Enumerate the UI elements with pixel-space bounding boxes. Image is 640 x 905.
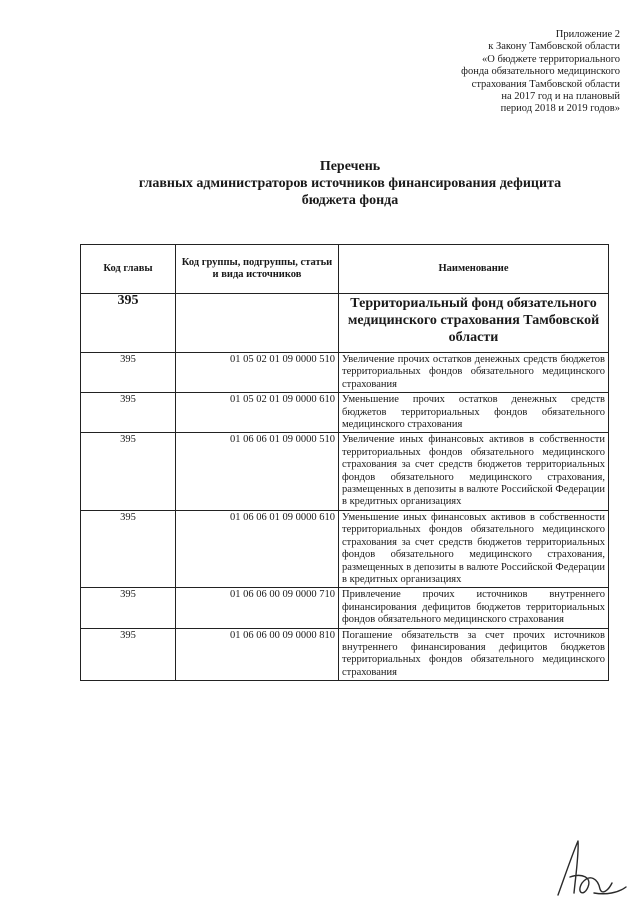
row-code: 395 xyxy=(81,588,176,628)
administrators-table xyxy=(80,244,609,681)
row-name: Погашение обязательств за счет прочих источников внутреннего финансирования дефицитов бюджетов территориальных фондов обязательного медицинского страхования xyxy=(339,628,609,681)
table-row xyxy=(81,353,609,393)
header-name: Наименование xyxy=(339,245,609,294)
table-header-row xyxy=(81,245,609,294)
table-row xyxy=(81,393,609,433)
table-row xyxy=(81,628,609,681)
row-name: Увеличение иных финансовых активов в собственности территориальных фондов обязательного медицинского страхования за счет средств бюджетов территориальных фондов обязательного медицинского страхования, размещенных в депозиты в валюте Российской Федерации в кредитных организациях xyxy=(339,433,609,510)
row-name: Уменьшение иных финансовых активов в собственности территориальных фондов обязательного медицинского страхования за счет средств бюджетов территориальных фондов обязательного медицинского страхования, размещенных в депозиты в валюте Российской Федерации в кредитных организациях xyxy=(339,510,609,587)
row-code: 395 xyxy=(81,393,176,433)
row-name: Привлечение прочих источников внутреннего финансирования дефицитов бюджетов территориальных фондов обязательного медицинского страхования xyxy=(339,588,609,628)
appendix-line: на 2017 год и на плановый xyxy=(501,91,620,103)
row-source-code: 01 06 06 01 09 0000 610 xyxy=(176,510,339,587)
table-row xyxy=(81,510,609,587)
row-code: 395 xyxy=(81,353,176,393)
title-line-3: бюджета фонда xyxy=(301,193,399,208)
row-code: 395 xyxy=(81,628,176,681)
title-line-1: Перечень xyxy=(319,159,381,174)
row-code: 395 xyxy=(81,510,176,587)
appendix-line: фонда обязательного медицинского xyxy=(461,66,620,78)
row-source-code: 01 05 02 01 09 0000 510 xyxy=(176,353,339,393)
appendix-line: период 2018 и 2019 годов» xyxy=(500,103,620,115)
appendix-note xyxy=(360,29,620,116)
title-line-2: главных администраторов источников финансирования дефицита xyxy=(138,176,562,191)
appendix-line: Приложение 2 xyxy=(555,29,620,40)
handwritten-signature xyxy=(548,833,628,903)
header-chapter-code: Код главы xyxy=(81,245,176,294)
row-source-code: 01 06 06 00 09 0000 710 xyxy=(176,588,339,628)
administrator-row xyxy=(81,294,609,353)
table-row xyxy=(81,433,609,510)
row-name: Увеличение прочих остатков денежных средств бюджетов территориальных фондов обязательного медицинского страхования xyxy=(339,353,609,393)
appendix-line: к Закону Тамбовской области xyxy=(488,41,620,53)
appendix-line: страхования Тамбовской области xyxy=(471,78,620,90)
administrator-name: Территориальный фонд обязательного медицинского страхования Тамбовской области xyxy=(339,294,609,353)
row-name: Уменьшение прочих остатков денежных средств бюджетов территориальных фондов обязательного медицинского страхования xyxy=(339,393,609,433)
header-source-code: Код группы, подгруппы, статьи и вида источников xyxy=(176,245,339,294)
row-source-code: 01 06 06 01 09 0000 510 xyxy=(176,433,339,510)
administrator-code: 395 xyxy=(81,294,176,353)
administrator-source-empty xyxy=(176,294,339,353)
document-title xyxy=(110,158,590,209)
row-source-code: 01 06 06 00 09 0000 810 xyxy=(176,628,339,681)
row-code: 395 xyxy=(81,433,176,510)
table-row xyxy=(81,588,609,628)
row-source-code: 01 05 02 01 09 0000 610 xyxy=(176,393,339,433)
appendix-line: «О бюджете территориального xyxy=(482,53,620,65)
